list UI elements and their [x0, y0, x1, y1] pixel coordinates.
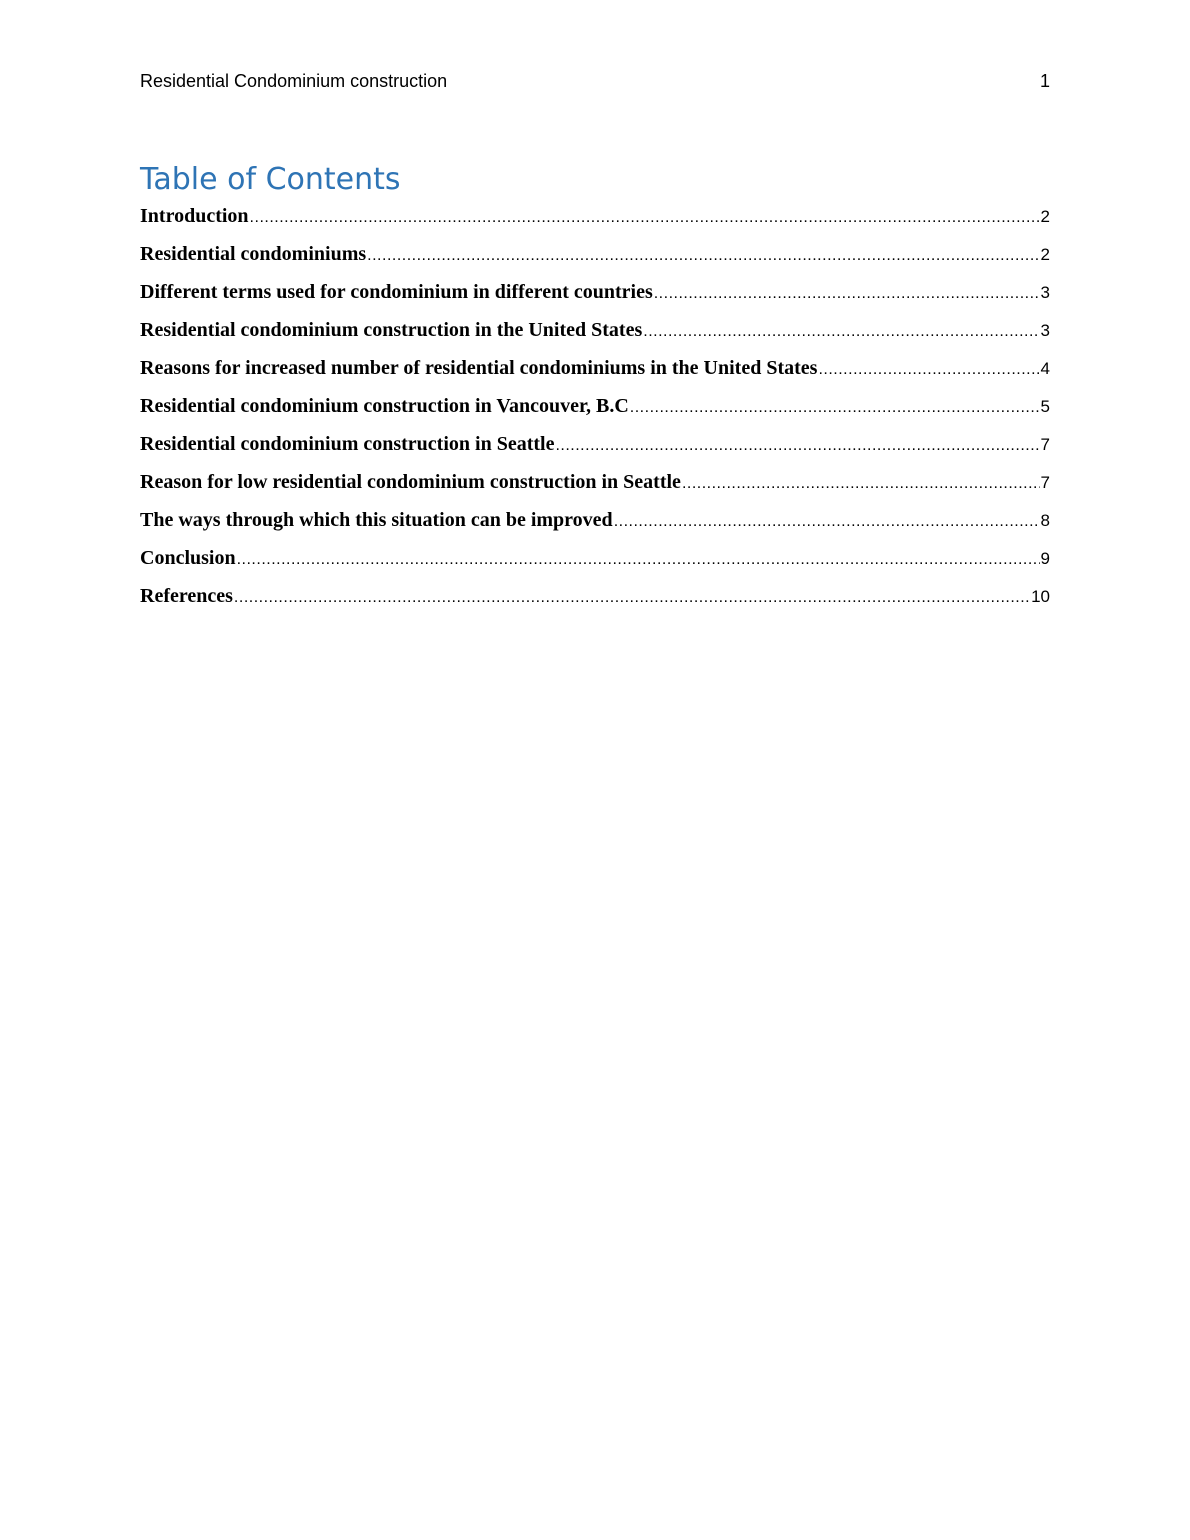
toc-entry-page: 2	[1040, 207, 1050, 226]
toc-entry-text: Residential condominium construction in Vancouver, B.C	[140, 395, 629, 417]
toc-entry[interactable]	[140, 354, 1050, 392]
toc-dot-leader	[250, 204, 1040, 232]
toc-entry-text: Conclusion	[140, 547, 236, 569]
page-header	[140, 71, 1050, 95]
toc-dot-leader	[234, 584, 1030, 612]
toc-entry[interactable]	[140, 202, 1050, 240]
toc-entry-page: 7	[1040, 473, 1050, 492]
toc-entry-text: Residential condominium construction in the United States	[140, 319, 643, 341]
toc-dot-leader	[682, 470, 1040, 498]
table-of-contents	[140, 202, 1050, 620]
toc-entry[interactable]	[140, 240, 1050, 278]
toc-dot-leader	[614, 508, 1040, 536]
toc-entry-page: 8	[1040, 511, 1050, 530]
toc-entry[interactable]	[140, 582, 1050, 620]
header-title: Residential Condominium construction	[140, 71, 448, 91]
toc-entry[interactable]	[140, 392, 1050, 430]
toc-entry-text: Reasons for increased number of residential condominiums in the United States	[140, 357, 818, 379]
toc-entry-page: 3	[1040, 283, 1050, 302]
toc-entry[interactable]	[140, 544, 1050, 582]
toc-entry-page: 5	[1040, 397, 1050, 416]
toc-dot-leader	[818, 356, 1039, 384]
toc-dot-leader	[630, 394, 1040, 422]
toc-dot-leader	[643, 318, 1039, 346]
toc-entry-text: Residential condominium construction in Seattle	[140, 433, 555, 455]
toc-dot-leader	[654, 280, 1040, 308]
toc-entry-page: 3	[1040, 321, 1050, 340]
toc-entry[interactable]	[140, 316, 1050, 354]
toc-entry-page: 9	[1040, 549, 1050, 568]
toc-entry[interactable]	[140, 468, 1050, 506]
toc-entry-page: 4	[1040, 359, 1050, 378]
toc-entry-page: 7	[1040, 435, 1050, 454]
toc-entry[interactable]	[140, 430, 1050, 468]
toc-entry[interactable]	[140, 278, 1050, 316]
header-page-number: 1	[1039, 71, 1050, 91]
toc-dot-leader	[367, 242, 1039, 270]
toc-entry-text: Introduction	[140, 205, 249, 227]
toc-entry[interactable]	[140, 506, 1050, 544]
toc-entry-text: Different terms used for condominium in different countries	[140, 281, 653, 303]
toc-entry-text: The ways through which this situation can be improved	[140, 509, 613, 531]
toc-entry-text: References	[140, 585, 233, 607]
toc-dot-leader	[237, 546, 1040, 574]
toc-entry-text: Reason for low residential condominium construction in Seattle	[140, 471, 681, 493]
toc-heading: Table of Contents	[140, 162, 401, 197]
toc-entry-page: 2	[1040, 245, 1050, 264]
toc-dot-leader	[555, 432, 1039, 460]
toc-entry-page: 10	[1031, 587, 1050, 606]
toc-entry-text: Residential condominiums	[140, 243, 367, 265]
